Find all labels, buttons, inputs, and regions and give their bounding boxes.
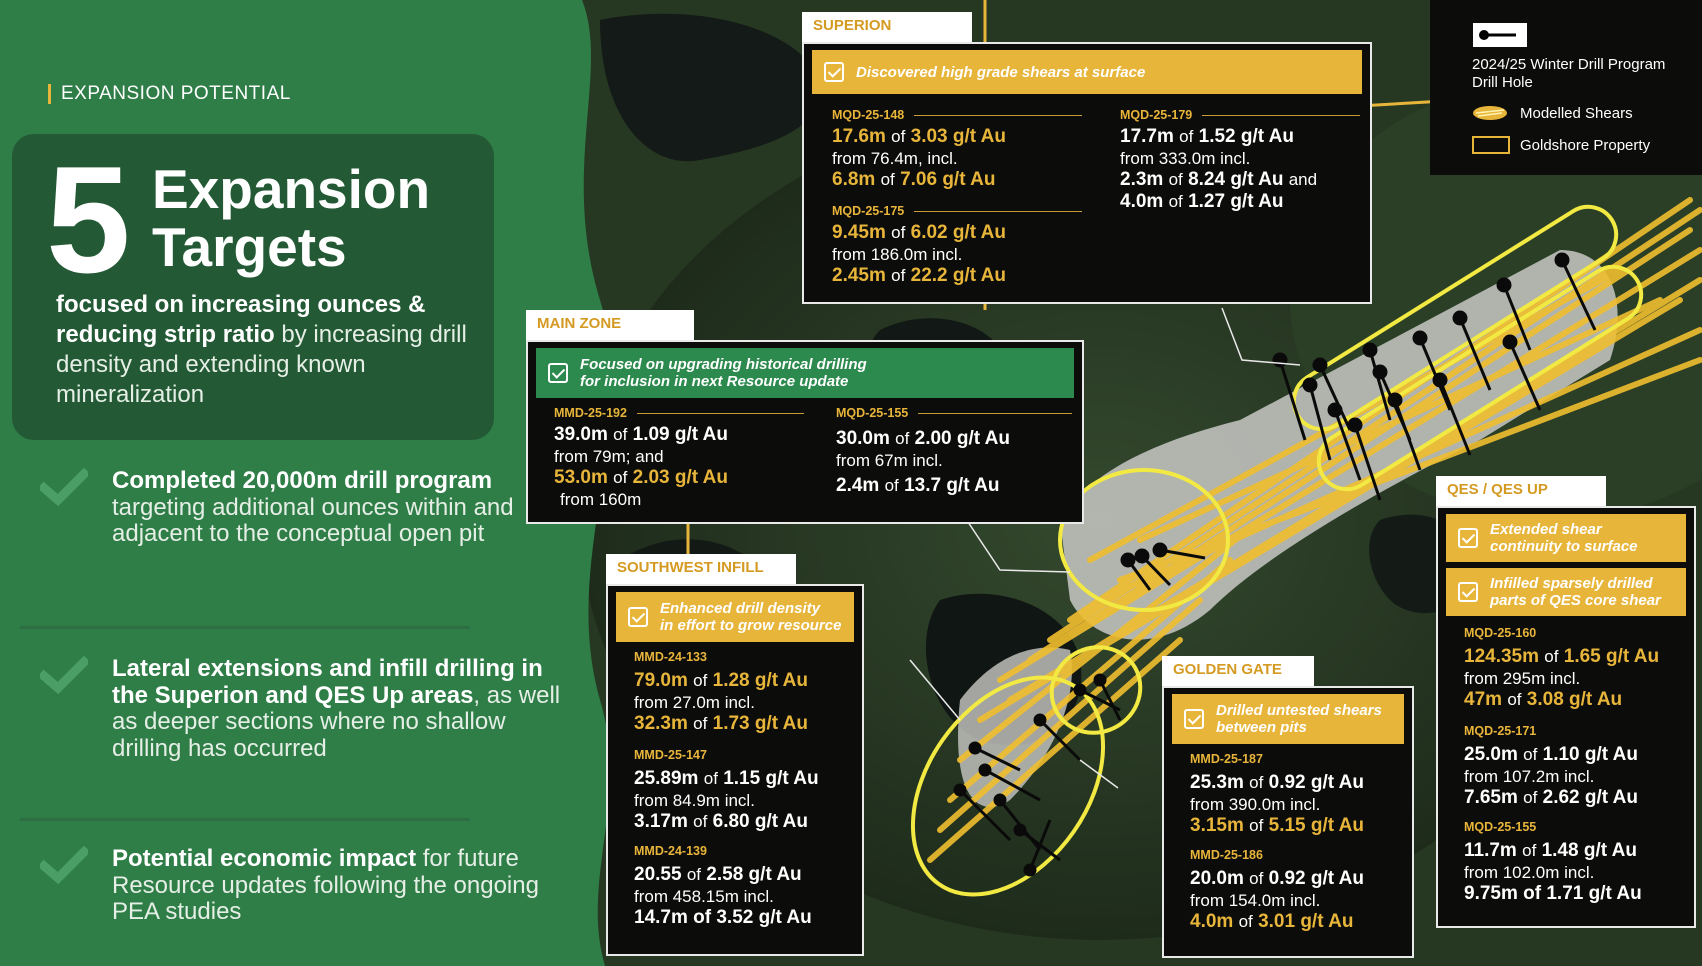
card-qes <box>1436 506 1696 928</box>
tag-southwest-infill: SOUTHWEST INFILL <box>606 554 796 584</box>
tag-superion: SUPERION <box>802 12 972 42</box>
banner-text: Drilled untested shears between pits <box>1216 702 1382 736</box>
legend-drill-hole: 2024/25 Winter Drill Program Drill Hole <box>1472 56 1666 91</box>
banner-text: Discovered high grade shears at surface <box>856 63 1146 81</box>
result-line: 17.7m of 1.52 g/t Au <box>1120 126 1294 147</box>
hole-id: MQD-25-155 <box>836 404 1072 422</box>
hero-sub-bold: focused on increasing ounces & reducing strip ratio <box>56 291 426 348</box>
from-line: from 295m incl. <box>1464 669 1581 688</box>
result-line: 79.0m of 1.28 g/t Au <box>634 670 808 691</box>
from-line: from 102.0m incl. <box>1464 863 1595 882</box>
checkbox-icon <box>1184 709 1204 729</box>
hole-id: MMD-25-187 <box>1190 752 1263 766</box>
hole-id: MMD-25-192 <box>554 404 804 422</box>
hero-number: 5 <box>46 135 127 305</box>
drill-hole-icon <box>1472 22 1528 48</box>
bullet-rest: for future Resource updates following the ongoing PEA studies <box>112 845 539 925</box>
card-southwest-infill <box>606 584 864 956</box>
hole-block <box>1190 750 1410 837</box>
result-line: 2.4m of 13.7 g/t Au <box>836 475 1000 496</box>
result-line: 39.0m of 1.09 g/t Au <box>554 424 728 445</box>
bullet-text <box>112 468 572 548</box>
from-line: from 333.0m incl. <box>1120 149 1251 168</box>
card-golden-gate <box>1162 686 1414 958</box>
result-line: 2.3m of 8.24 g/t Au and <box>1120 169 1318 190</box>
hole-id: MQD-25-155 <box>1464 820 1537 834</box>
result-line: 9.45m of 6.02 g/t Au <box>832 222 1006 243</box>
hole-id: MMD-24-139 <box>634 844 707 858</box>
from-line: from 458.15m incl. <box>634 887 774 906</box>
hole-block <box>554 404 804 510</box>
result-line: 20.55 of 2.58 g/t Au <box>634 864 802 885</box>
from-line: from 160m <box>560 490 642 509</box>
from-line: from 107.2m incl. <box>1464 767 1595 786</box>
hero-title-line-1: Expansion <box>152 158 431 220</box>
bullet-rest: targeting additional ounces within and adjacent to the conceptual open pit <box>112 493 514 547</box>
check-icon <box>40 656 88 696</box>
banner-text: Enhanced drill density in effort to grow resource <box>660 600 842 634</box>
bullet-text <box>112 656 572 762</box>
check-icon <box>40 846 88 886</box>
divider <box>20 626 470 629</box>
bullet-rest: , as well as deeper sections where no shallow drilling has occurred <box>112 681 561 762</box>
checkbox-icon <box>824 62 844 82</box>
banner-text: Infilled sparsely drilled parts of QES core shear <box>1490 575 1661 609</box>
result-line: 30.0m of 2.00 g/t Au <box>836 428 1010 449</box>
hero-sub-rest: by increasing drill density and extending known mineralization <box>56 321 467 408</box>
hole-block <box>1464 722 1692 809</box>
hole-block <box>832 106 1082 191</box>
hero-subtitle <box>56 290 486 410</box>
hole-block <box>1464 818 1692 905</box>
bullet-text <box>112 846 572 926</box>
hole-id: MQD-25-160 <box>1464 626 1537 640</box>
result-line: 3.15m of 5.15 g/t Au <box>1190 815 1364 836</box>
map-legend <box>1430 0 1702 175</box>
result-line: 3.17m of 6.80 g/t Au <box>634 811 808 832</box>
hole-block <box>836 404 1072 497</box>
property-icon <box>1472 136 1510 154</box>
result-line: 4.0m of 3.01 g/t Au <box>1190 911 1354 932</box>
banner-golden-gate <box>1172 694 1404 744</box>
hole-block <box>634 842 854 929</box>
card-superion <box>802 42 1372 304</box>
from-line: from 186.0m incl. <box>832 245 963 264</box>
from-line: from 76.4m, incl. <box>832 149 958 168</box>
banner-superion <box>812 50 1362 94</box>
result-line: 124.35m of 1.65 g/t Au <box>1464 646 1660 667</box>
result-line: 25.89m of 1.15 g/t Au <box>634 768 819 789</box>
hero-title <box>152 160 430 276</box>
hole-block <box>634 746 854 833</box>
divider <box>20 818 470 821</box>
result-line: 25.0m of 1.10 g/t Au <box>1464 744 1638 765</box>
tag-main-zone: MAIN ZONE <box>526 310 694 340</box>
result-line: 20.0m of 0.92 g/t Au <box>1190 868 1364 889</box>
hole-block <box>1464 624 1692 711</box>
result-line: 11.7m of 1.48 g/t Au <box>1464 840 1637 861</box>
checkbox-icon <box>1458 582 1478 602</box>
from-line: from 79m; and <box>554 447 664 466</box>
hole-id: MQD-25-148 <box>832 106 1082 124</box>
result-line: 6.8m of 7.06 g/t Au <box>832 169 996 190</box>
from-line: from 154.0m incl. <box>1190 891 1321 910</box>
checkbox-icon <box>548 363 568 383</box>
from-line: from 27.0m incl. <box>634 693 755 712</box>
hole-id: MMD-25-186 <box>1190 848 1263 862</box>
checkbox-icon <box>1458 528 1478 548</box>
hole-id: MQD-25-179 <box>1120 106 1360 124</box>
tag-golden-gate: GOLDEN GATE <box>1162 656 1314 686</box>
result-line: 4.0m of 1.27 g/t Au <box>1120 191 1284 212</box>
result-line: 9.75m of 1.71 g/t Au <box>1464 883 1642 904</box>
bullet-bold: Lateral extensions and infill drilling in the Superion and QES Up areas <box>112 655 543 709</box>
checkbox-icon <box>628 607 648 627</box>
bullet-bold: Potential economic impact <box>112 845 417 872</box>
legend-shears: Modelled Shears <box>1520 105 1633 122</box>
hole-id: MMD-25-147 <box>634 748 707 762</box>
result-line: 2.45m of 22.2 g/t Au <box>832 265 1006 286</box>
legend-property: Goldshore Property <box>1520 137 1651 154</box>
result-line: 25.3m of 0.92 g/t Au <box>1190 772 1364 793</box>
banner-text: Focused on upgrading historical drilling for inclusion in next Resource update <box>580 356 867 390</box>
hole-id: MMD-24-133 <box>634 650 707 664</box>
from-line: from 84.9m incl. <box>634 791 755 810</box>
card-main-zone <box>526 340 1084 524</box>
banner-qes-2 <box>1446 568 1686 616</box>
banner-text: Extended shear continuity to surface <box>1490 521 1638 555</box>
hole-block <box>1190 846 1410 933</box>
bullet-bold: Completed 20,000m drill program <box>112 467 493 494</box>
banner-main-zone <box>536 348 1074 398</box>
hole-id: MQD-25-171 <box>1464 724 1537 738</box>
result-line: 53.0m of 2.03 g/t Au <box>554 467 728 488</box>
from-line: from 67m incl. <box>836 451 943 470</box>
check-icon <box>40 468 88 508</box>
banner-qes-1 <box>1446 514 1686 562</box>
result-line: 32.3m of 1.73 g/t Au <box>634 713 808 734</box>
result-line: 14.7m of 3.52 g/t Au <box>634 907 812 928</box>
from-line: from 390.0m incl. <box>1190 795 1321 814</box>
banner-southwest <box>616 592 854 642</box>
hero-title-line-2: Targets <box>152 216 347 278</box>
hole-block <box>1120 106 1360 213</box>
shears-icon <box>1472 104 1508 122</box>
result-line: 7.65m of 2.62 g/t Au <box>1464 787 1638 808</box>
eyebrow-label: EXPANSION POTENTIAL <box>48 84 291 104</box>
result-line: 47m of 3.08 g/t Au <box>1464 689 1623 710</box>
result-line: 17.6m of 3.03 g/t Au <box>832 126 1006 147</box>
hole-block <box>832 202 1082 287</box>
hole-id: MQD-25-175 <box>832 202 1082 220</box>
tag-qes: QES / QES UP <box>1436 476 1606 506</box>
hole-block <box>634 648 854 735</box>
